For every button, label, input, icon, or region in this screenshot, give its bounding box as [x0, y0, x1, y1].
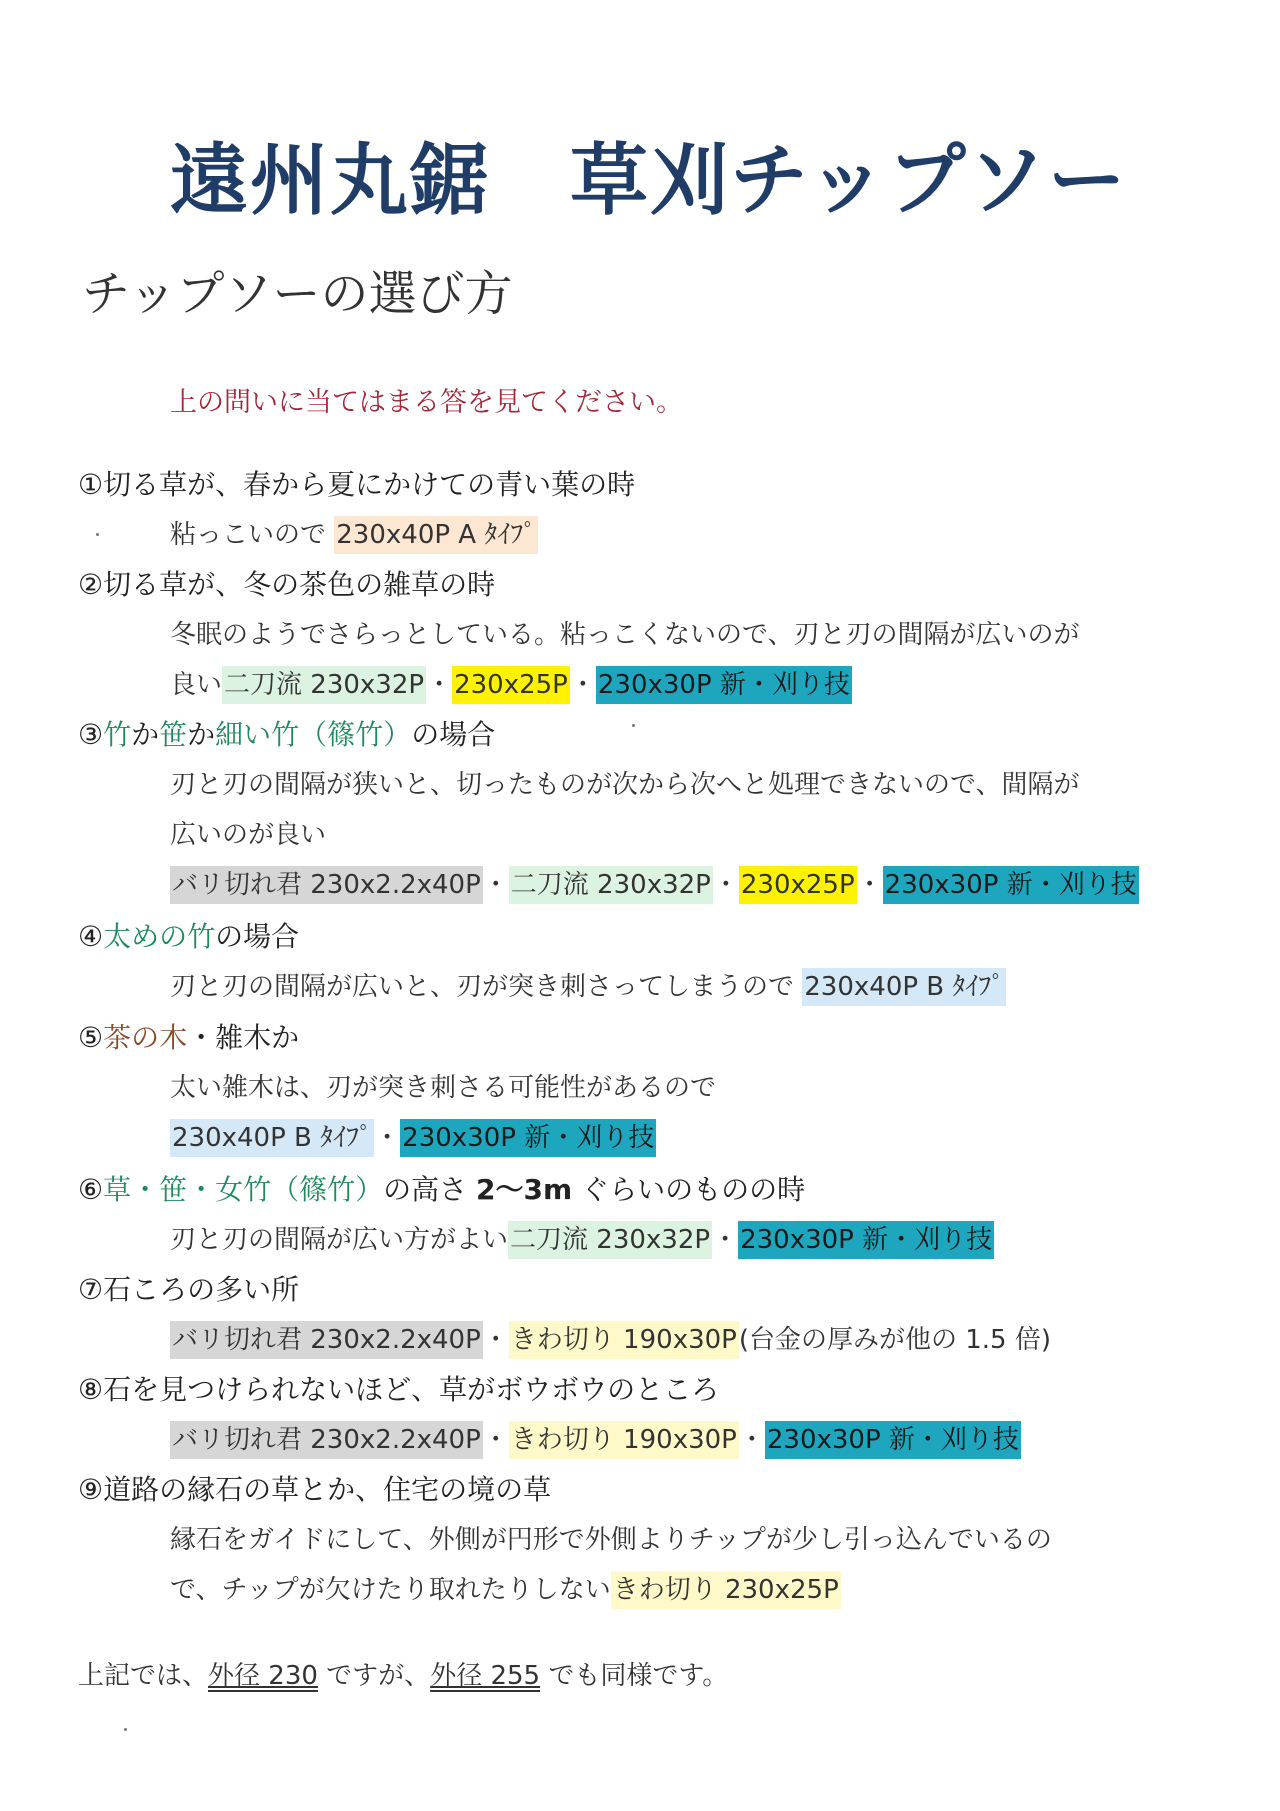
question-item-5	[78, 1013, 1228, 1163]
answer-text: で、チップが欠けたり取れたりしない	[170, 1575, 611, 1605]
product-tag: 二刀流 230x32P	[509, 866, 713, 904]
answer-line	[170, 1215, 1228, 1265]
answer-line	[170, 860, 1228, 910]
product-tag: 230x40P A ﾀｲﾌﾟ	[334, 516, 538, 554]
answer-note: (台金の厚みが他の 1.5 倍)	[738, 1325, 1052, 1355]
separator: ・	[482, 870, 509, 900]
product-tag: きわ切り 190x30P	[509, 1421, 739, 1459]
answer-line: 太い雑木は、刃が突き刺さる可能性があるので	[170, 1073, 717, 1103]
answer-line	[170, 1565, 1228, 1615]
separator: ・	[712, 1225, 739, 1255]
question-item-6	[78, 1165, 1228, 1265]
answer-line: 広いのが良い	[170, 820, 327, 850]
page-title: 遠州丸鋸 草刈チップソー	[170, 136, 1128, 226]
separator: ・	[482, 1325, 509, 1355]
heading-part: か	[187, 718, 216, 751]
question-heading: ⑧石を見つけられないほど、草がボウボウのところ	[78, 1373, 720, 1406]
heading-part: ⑤	[78, 1021, 104, 1054]
question-item-3	[78, 710, 1228, 910]
question-heading	[78, 710, 1228, 760]
product-tag: 230x30P 新・刈り技	[738, 1221, 994, 1259]
product-tag: 二刀流 230x32P	[508, 1221, 712, 1259]
question-heading	[78, 912, 1228, 962]
scan-speck	[632, 724, 635, 727]
heading-part: ・雑木か	[187, 1021, 300, 1054]
question-heading	[78, 1165, 1228, 1215]
product-tag: バリ切れ君 230x2.2x40P	[170, 866, 483, 904]
question-item-7	[78, 1265, 1228, 1365]
footer-text: 上記では、	[78, 1661, 209, 1691]
question-heading: ⑨道路の縁石の草とか、住宅の境の草	[78, 1473, 552, 1506]
answer-line	[170, 510, 1228, 560]
heading-keyword: 竹	[103, 718, 132, 751]
footer-text: でも同様です。	[540, 1661, 729, 1691]
answer-line: 刃と刃の間隔が狭いと、切ったものが次から次へと処理できないので、間隔が	[170, 770, 1080, 800]
product-tag: きわ切り 230x25P	[611, 1571, 841, 1609]
heading-part: の場合	[411, 718, 496, 751]
scan-speck	[96, 533, 99, 536]
question-item-8	[78, 1365, 1228, 1465]
question-heading: ②切る草が、冬の茶色の雑草の時	[78, 568, 496, 601]
heading-part: ③	[78, 718, 104, 751]
answer-text: 刃と刃の間隔が広いと、刃が突き刺さってしまうので	[170, 972, 803, 1002]
heading-part: ⑥	[78, 1173, 104, 1206]
product-tag: 230x40P B ﾀｲﾌﾟ	[802, 968, 1006, 1006]
separator: ・	[426, 670, 453, 700]
separator: ・	[856, 870, 883, 900]
product-tag: 230x30P 新・刈り技	[883, 866, 1139, 904]
separator: ・	[569, 670, 596, 700]
question-heading	[78, 1013, 1228, 1063]
scan-speck	[124, 1728, 127, 1731]
footer-diameter-255: 外径 255	[430, 1661, 541, 1691]
heading-part: ぐらいのものの時	[572, 1173, 806, 1206]
heading-keyword: 太めの竹	[103, 920, 216, 953]
answer-line	[170, 1315, 1228, 1365]
separator: ・	[738, 1425, 765, 1455]
question-item-2	[78, 560, 1228, 710]
answer-line: 冬眠のようでさらっとしている。粘っこくないので、刃と刃の間隔が広いのが	[170, 620, 1080, 650]
product-tag: 二刀流 230x32P	[222, 666, 426, 704]
product-tag: バリ切れ君 230x2.2x40P	[170, 1421, 483, 1459]
heading-part: の高さ	[383, 1173, 477, 1206]
product-tag: 230x25P	[452, 666, 570, 704]
question-item-9	[78, 1465, 1228, 1615]
question-item-4	[78, 912, 1228, 1012]
product-tag: 230x30P 新・刈り技	[400, 1119, 656, 1157]
answer-line: 縁石をガイドにして、外側が円形で外側よりチップが少し引っ込んでいるの	[170, 1525, 1052, 1555]
answer-line	[170, 1415, 1228, 1465]
heading-keyword: 茶の木	[103, 1021, 188, 1054]
question-heading: ①切る草が、春から夏にかけての青い葉の時	[78, 468, 636, 501]
heading-keyword: 笹	[159, 718, 188, 751]
answer-line	[170, 962, 1228, 1012]
heading-height: 2〜3m	[476, 1173, 573, 1206]
answer-text: 良い	[170, 670, 223, 700]
answer-line	[170, 1113, 1228, 1163]
heading-keyword: 草・笹・女竹（篠竹）	[103, 1173, 384, 1206]
heading-part: の場合	[215, 920, 300, 953]
product-tag: 230x30P 新・刈り技	[765, 1421, 1021, 1459]
answer-line	[170, 660, 1228, 710]
product-tag: 230x25P	[739, 866, 857, 904]
footer-diameter-230: 外径 230	[208, 1661, 318, 1691]
footer-text: ですが、	[317, 1661, 431, 1691]
question-item-1	[78, 460, 1228, 560]
heading-keyword: 細い竹（篠竹）	[215, 718, 412, 751]
instruction-text: 上の問いに当てはまる答を見てください。	[170, 387, 683, 418]
separator: ・	[482, 1425, 509, 1455]
answer-text: 刃と刃の間隔が広い方がよい	[170, 1225, 509, 1255]
product-tag: 230x40P B ﾀｲﾌﾟ	[170, 1119, 374, 1157]
product-tag: バリ切れ君 230x2.2x40P	[170, 1321, 483, 1359]
product-tag: きわ切り 190x30P	[509, 1321, 739, 1359]
separator: ・	[374, 1123, 401, 1153]
answer-text: 粘っこいので	[170, 520, 335, 550]
page-subtitle: チップソーの選び方	[82, 266, 513, 322]
heading-part: ④	[78, 920, 104, 953]
footer-note	[78, 1655, 728, 1692]
heading-part: か	[131, 718, 160, 751]
question-heading: ⑦石ころの多い所	[78, 1273, 300, 1306]
product-tag: 230x30P 新・刈り技	[596, 666, 852, 704]
separator: ・	[712, 870, 739, 900]
